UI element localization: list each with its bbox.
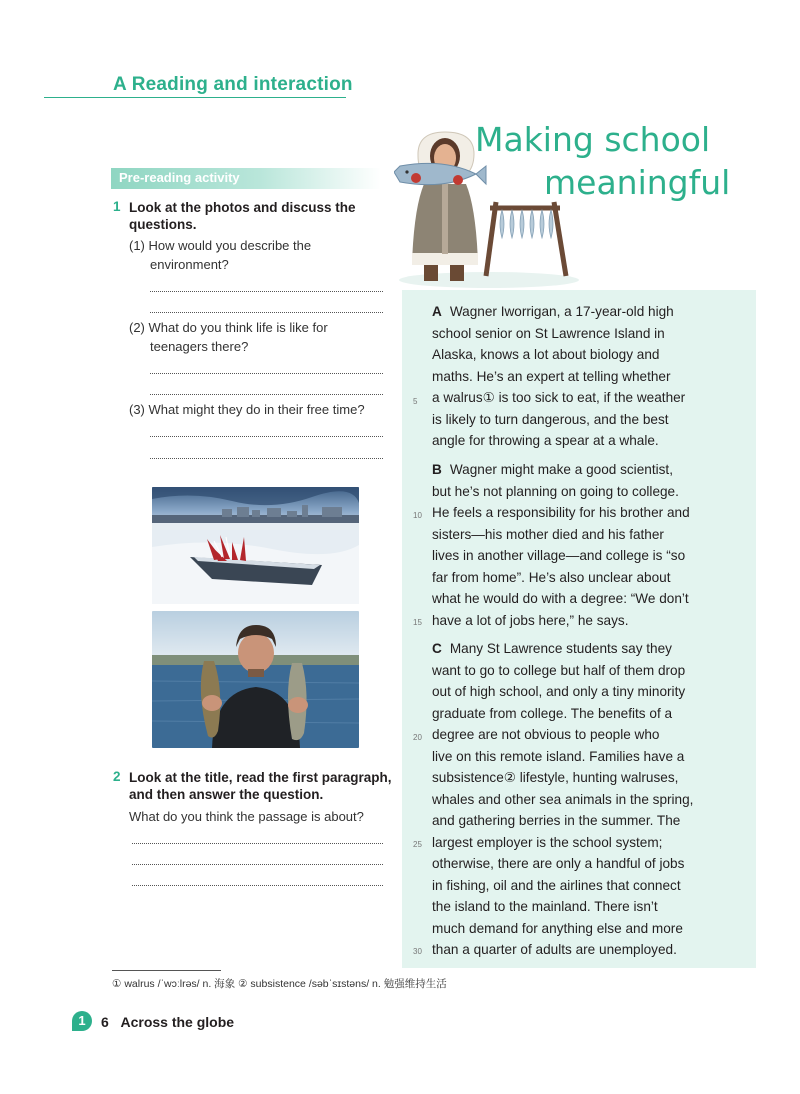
- paragraph-line: is likely to turn dangerous, and the best: [432, 411, 669, 427]
- q1-sub2-line1: (2) What do you think life is like for: [129, 320, 328, 335]
- question-2-number: 2: [113, 769, 121, 784]
- answer-line[interactable]: [150, 436, 383, 437]
- photo-fisherman: [152, 611, 359, 748]
- paragraph-line: the island to the mainland. There isn’t: [432, 899, 658, 914]
- paragraph-line: out of high school, and only a tiny minority: [432, 684, 686, 699]
- paragraph-label: C: [432, 641, 442, 656]
- question-2-prompt: What do you think the passage is about?: [129, 809, 364, 824]
- paragraph-line: want to go to college but half of them drop: [432, 662, 686, 678]
- paragraph-line: much demand for anything else and more: [432, 920, 683, 936]
- paragraph-c: [432, 638, 752, 961]
- paragraph-line: but he’s not planning on going to college.: [432, 483, 679, 499]
- paragraph-line: school senior on St Lawrence Island in: [432, 325, 665, 341]
- answer-line[interactable]: [150, 291, 383, 292]
- photo-frozen-boat-graphic: [152, 487, 359, 604]
- answer-line[interactable]: [150, 312, 383, 313]
- paragraph-line: far from home”. He’s also unclear about: [432, 569, 671, 585]
- unit-badge: [72, 1011, 92, 1031]
- paragraph-line: largest employer is the school system;: [432, 834, 663, 850]
- photo-fisherman-graphic: [152, 611, 359, 748]
- paragraph-line: A Wagner Iworrigan, a 17-year-old high: [432, 304, 674, 319]
- footnote-rule: [112, 970, 221, 971]
- paragraph-line: graduate from college. The benefits of a: [432, 705, 673, 721]
- paragraph-line: have a lot of jobs here,” he says.: [432, 612, 629, 628]
- paragraph-a: [432, 301, 752, 452]
- answer-line[interactable]: [132, 864, 383, 865]
- q1-sub1-line1: (1) How would you describe the: [129, 238, 312, 253]
- paragraph-label: B: [432, 462, 442, 477]
- paragraph-label: A: [432, 304, 442, 319]
- line-number: 30: [413, 947, 422, 956]
- paragraph-line: He feels a responsibility for his brother and: [432, 505, 690, 520]
- line-number: 5: [413, 397, 418, 406]
- question-1-line2: questions.: [129, 217, 197, 232]
- article-title-line2: meaningful: [544, 163, 731, 202]
- paragraph-line: lives in another village—and college is “so: [432, 548, 686, 563]
- paragraph-b: [432, 459, 752, 631]
- paragraph-line: than a quarter of adults are unemployed.: [432, 942, 677, 957]
- question-2-line1: Look at the title, read the first paragraph,: [129, 770, 392, 785]
- answer-line[interactable]: [150, 458, 383, 459]
- line-number: 15: [413, 618, 422, 627]
- page-footer: [101, 1014, 234, 1030]
- unit-number: 1: [78, 1013, 86, 1028]
- line-number: 10: [413, 511, 422, 520]
- q1-sub2-line2: teenagers there?: [150, 339, 249, 354]
- paragraph-line: Alaska, knows a lot about biology and: [432, 347, 660, 362]
- q1-sub3: (3) What might they do in their free time?: [129, 402, 365, 417]
- page-number: 6: [101, 1014, 109, 1030]
- paragraph-line: sisters—his mother died and his father: [432, 526, 664, 542]
- paragraph-line: and gathering berries in the summer. The: [432, 813, 681, 828]
- answer-line[interactable]: [150, 394, 383, 395]
- paragraph-line: whales and other sea animals in the spring,: [432, 791, 694, 807]
- paragraph-line: B Wagner might make a good scientist,: [432, 462, 673, 477]
- photo-frozen-boat: [152, 487, 359, 604]
- paragraph-line: in fishing, oil and the airlines that connect: [432, 877, 681, 893]
- paragraph-line: maths. He’s an expert at telling whether: [432, 368, 671, 384]
- question-2-line2: and then answer the question.: [129, 787, 324, 802]
- answer-line[interactable]: [150, 373, 383, 374]
- article-title-line1: Making school: [475, 120, 711, 159]
- paragraph-line: C Many St Lawrence students say they: [432, 641, 672, 656]
- line-number: 25: [413, 840, 422, 849]
- paragraph-line: otherwise, there are only a handful of jobs: [432, 856, 685, 871]
- line-number: 20: [413, 733, 422, 742]
- answer-line[interactable]: [132, 843, 383, 844]
- paragraph-line: live on this remote island. Families have a: [432, 748, 685, 764]
- question-1-line1: Look at the photos and discuss the: [129, 200, 356, 215]
- q1-sub1-line2: environment?: [150, 257, 229, 272]
- paragraph-line: what he would do with a degree: “We don’t: [432, 591, 689, 606]
- paragraph-line: degree are not obvious to people who: [432, 727, 660, 742]
- unit-title: Across the globe: [120, 1014, 235, 1030]
- pre-reading-label: Pre-reading activity: [119, 170, 240, 185]
- question-1-number: 1: [113, 199, 121, 214]
- paragraph-line: subsistence② lifestyle, hunting walruses,: [432, 770, 679, 785]
- section-rule: [44, 97, 346, 98]
- answer-line[interactable]: [132, 885, 383, 886]
- paragraph-line: angle for throwing a spear at a whale.: [432, 433, 659, 448]
- footnotes: ① walrus /ˈwɔːlrəs/ n. 海象 ② subsistence /səbˈsɪstəns/ n. 勉强维持生活: [112, 978, 447, 990]
- paragraph-line: a walrus① is too sick to eat, if the weather: [432, 390, 686, 405]
- section-title: A Reading and interaction: [113, 74, 353, 95]
- pre-reading-band: [111, 168, 381, 189]
